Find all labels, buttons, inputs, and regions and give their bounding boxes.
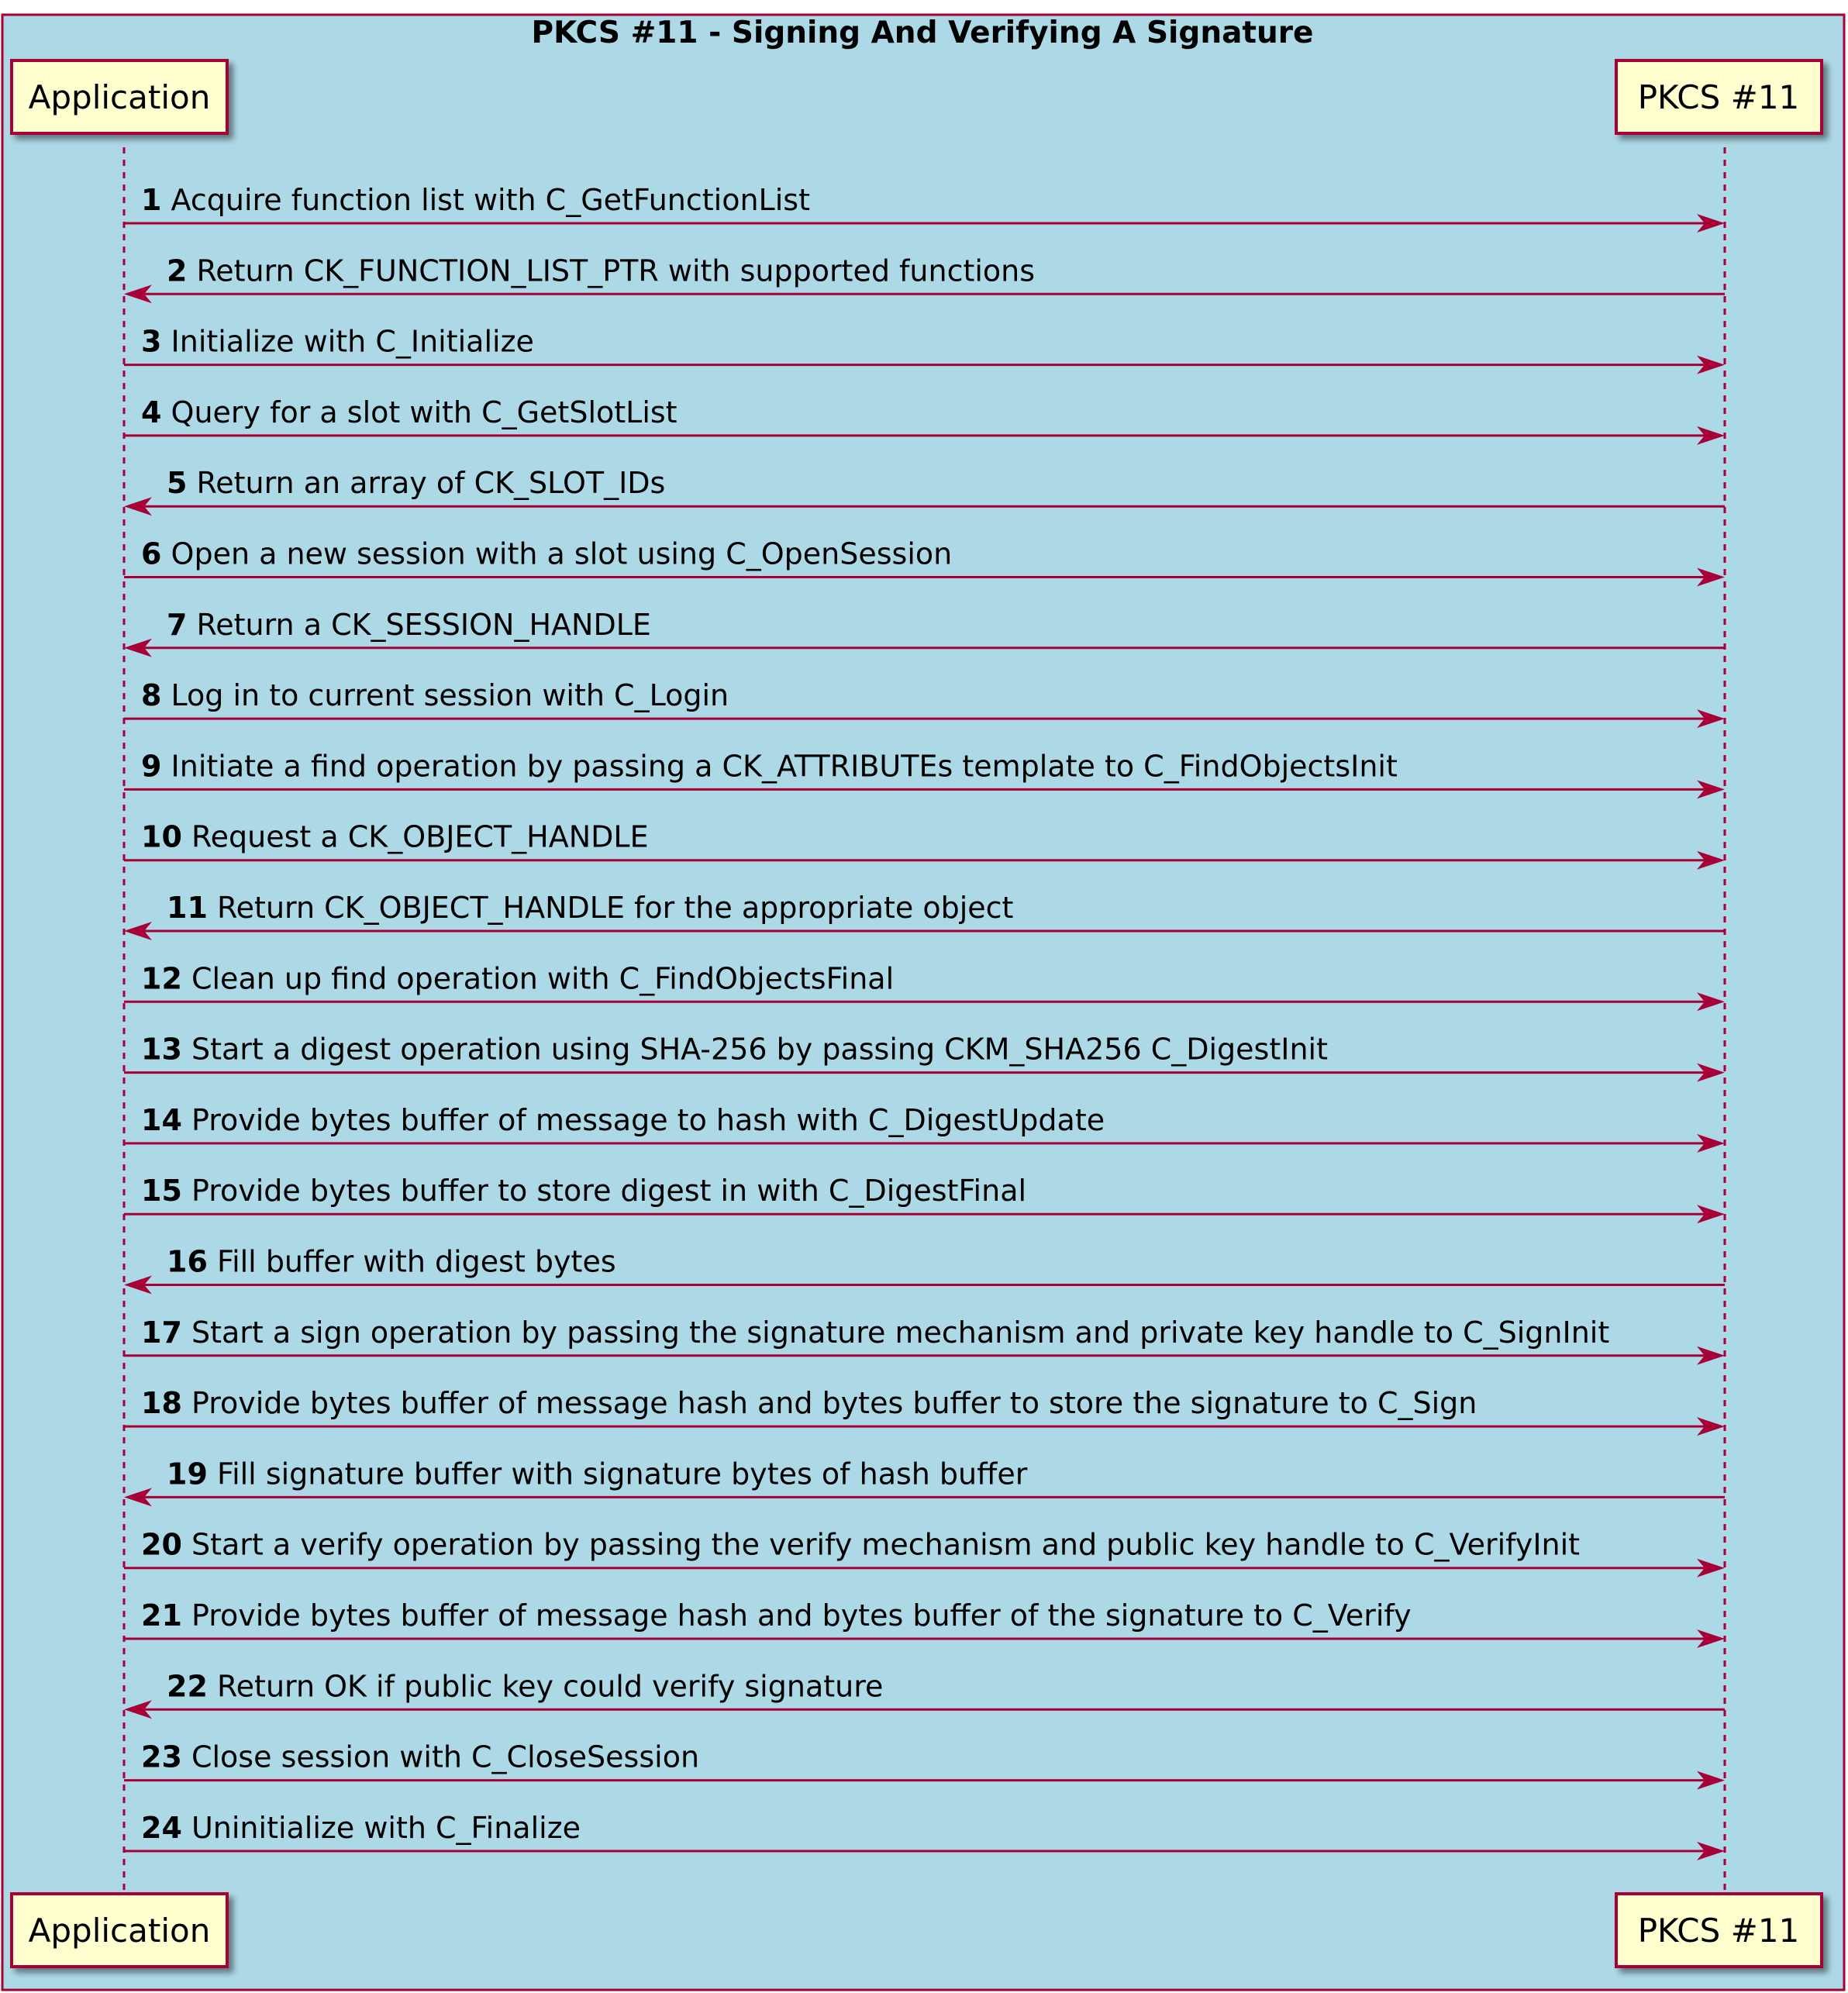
- participant-application-bottom: [12, 1894, 227, 1967]
- message-label: [141, 1740, 699, 1774]
- message-label: [167, 466, 665, 500]
- message-text: Start a sign operation by passing the signature mechanism and private key handle to C_SignInit: [181, 1315, 1610, 1350]
- message-label: [167, 891, 1013, 925]
- message-number: 22: [167, 1669, 208, 1704]
- participant-label: Application: [28, 78, 211, 116]
- diagram-title: PKCS #11 - Signing And Verifying A Signature: [531, 16, 1314, 50]
- message-number: 18: [141, 1386, 182, 1421]
- message-number: 11: [167, 891, 208, 925]
- message-text: Provide bytes buffer of message hash and bytes buffer to store the signature to C_Sign: [181, 1386, 1477, 1421]
- message-text: Log in to current session with C_Login: [161, 678, 729, 713]
- message-number: 9: [141, 749, 162, 784]
- message-text: Query for a slot with C_GetSlotList: [161, 395, 677, 429]
- message-number: 4: [141, 395, 162, 429]
- message-number: 6: [141, 536, 162, 571]
- message-label: [141, 1528, 1580, 1562]
- message-label: [141, 537, 952, 571]
- message-label: [141, 961, 894, 995]
- message-label: [167, 608, 651, 642]
- message-number: 1: [141, 183, 162, 217]
- message-number: 12: [141, 961, 182, 996]
- message-number: 2: [167, 253, 188, 288]
- message-number: 20: [141, 1527, 182, 1562]
- message-label: [141, 820, 649, 854]
- message-label: [141, 1598, 1412, 1633]
- participant-pkcs11-bottom: [1616, 1894, 1822, 1967]
- participant-label: PKCS #11: [1637, 1912, 1800, 1950]
- message-label: [141, 1103, 1105, 1137]
- message-text: Initiate a find operation by passing a CK_ATTRIBUTEs template to C_FindObjectsInit: [161, 749, 1398, 784]
- message-text: Return OK if public key could verify signature: [207, 1669, 884, 1704]
- message-label: [141, 1174, 1026, 1208]
- message-text: Return CK_FUNCTION_LIST_PTR with supported functions: [187, 253, 1036, 288]
- message-number: 7: [167, 607, 188, 642]
- message-number: 16: [167, 1244, 208, 1279]
- message-label: [167, 1245, 616, 1279]
- message-text: Fill signature buffer with signature bytes of hash buffer: [207, 1457, 1028, 1491]
- participant-label: PKCS #11: [1637, 78, 1800, 116]
- message-label: [141, 1811, 581, 1845]
- message-number: 15: [141, 1174, 182, 1209]
- message-number: 10: [141, 819, 182, 854]
- message-number: 13: [141, 1032, 182, 1067]
- participant-label: Application: [28, 1912, 211, 1950]
- message-text: Start a verify operation by passing the verify mechanism and public key handle to C_VerifyInit: [181, 1527, 1581, 1562]
- participant-application-top: [12, 60, 227, 133]
- message-label: [141, 1315, 1609, 1350]
- message-text: Initialize with C_Initialize: [161, 324, 534, 359]
- message-text: Provide bytes buffer of message hash and bytes buffer of the signature to C_Verify: [181, 1598, 1412, 1633]
- message-label: [141, 1033, 1328, 1067]
- message-text: Open a new session with a slot using C_OpenSession: [161, 536, 953, 571]
- message-label: [167, 1669, 883, 1703]
- message-number: 3: [141, 324, 162, 359]
- message-text: Fill buffer with digest bytes: [207, 1244, 616, 1279]
- message-label: [141, 395, 677, 429]
- message-number: 19: [167, 1457, 208, 1491]
- message-text: Provide bytes buffer to store digest in with C_DigestFinal: [181, 1174, 1027, 1209]
- message-text: Start a digest operation using SHA-256 by passing CKM_SHA256 C_DigestInit: [181, 1032, 1328, 1067]
- message-number: 14: [141, 1102, 182, 1137]
- message-text: Return a CK_SESSION_HANDLE: [187, 607, 651, 642]
- message-label: [141, 325, 534, 359]
- message-number: 23: [141, 1740, 182, 1774]
- message-text: Return an array of CK_SLOT_IDs: [187, 466, 666, 501]
- message-label: [141, 749, 1398, 783]
- message-text: Request a CK_OBJECT_HANDLE: [181, 819, 649, 854]
- message-number: 8: [141, 678, 162, 713]
- participant-pkcs11-top: [1616, 60, 1822, 133]
- message-text: Provide bytes buffer of message to hash with C_DigestUpdate: [181, 1102, 1105, 1137]
- message-text: Clean up find operation with C_FindObjectsFinal: [181, 961, 895, 996]
- message-text: Return CK_OBJECT_HANDLE for the appropriate object: [207, 891, 1014, 925]
- message-text: Close session with C_CloseSession: [181, 1740, 700, 1774]
- message-label: [141, 1386, 1477, 1420]
- message-text: Uninitialize with C_Finalize: [181, 1810, 581, 1845]
- message-number: 17: [141, 1315, 182, 1350]
- message-number: 21: [141, 1598, 182, 1633]
- message-label: [141, 183, 810, 217]
- message-label: [167, 253, 1035, 288]
- message-label: [141, 678, 729, 712]
- message-label: [167, 1457, 1028, 1491]
- message-text: Acquire function list with C_GetFunctionList: [161, 183, 810, 217]
- message-number: 5: [167, 466, 188, 501]
- message-number: 24: [141, 1810, 182, 1845]
